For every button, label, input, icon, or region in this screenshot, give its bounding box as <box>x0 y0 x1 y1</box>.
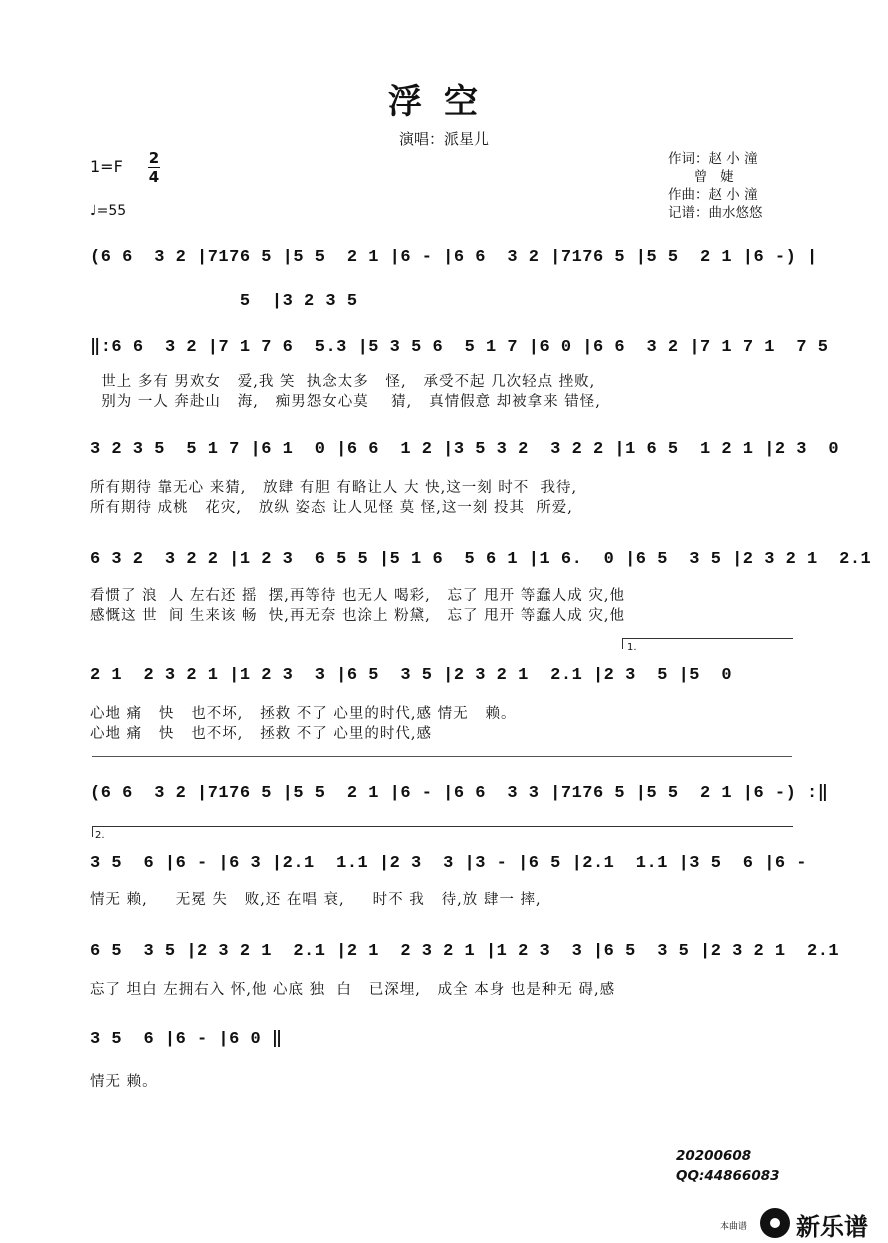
score-pickup: 5 |3 2 3 5 <box>90 292 358 311</box>
score-line-7: 3 5 6 |6 - |6 0 ‖ <box>90 1030 283 1049</box>
time-signature-top: 2 <box>148 149 160 167</box>
lyric-line-2-verse-2: 所有期待 成桃 花灾, 放纵 姿态 让人见怪 莫 怪,这一刻 投其 所爱, <box>90 500 573 516</box>
lyric-line-6: 忘了 坦白 左拥右入 怀,他 心底 独 白 已深埋, 成全 本身 也是种无 碍,感 <box>90 982 616 998</box>
lyric-line-1-verse-1: 世上 多有 男欢女 爱,我 笑 执念太多 怪, 承受不起 几次轻点 挫败, <box>90 374 596 390</box>
score-line-1: ‖:6 6 3 2 |7 1 7 6 5.3 |5 3 5 6 5 1 7 |6 0 |6 6 3 2 |7 1 7 1 7 5 <box>90 338 829 357</box>
footer-date: 20200608 <box>676 1148 752 1164</box>
song-title: 浮空 <box>388 82 500 122</box>
footer-qq: QQ:44866083 <box>676 1168 780 1184</box>
lyric-line-7: 情无 赖。 <box>90 1074 158 1090</box>
key-signature: 1=F <box>90 157 123 176</box>
lyric-line-1-verse-2: 别为 一人 奔赴山 海, 痴男怨女心莫 猜, 真情假意 却被拿来 错怪, <box>90 394 601 410</box>
credit-line: 曾 婕 <box>668 169 734 185</box>
credit-line: 作曲：赵 小 潼 <box>668 187 758 203</box>
lyric-line-5: 情无 赖, 无冕 失 败,还 在唱 衰, 时不 我 待,放 肆一 摔, <box>90 892 542 908</box>
score-interlude: (6 6 3 2 |7176 5 |5 5 2 1 |6 - |6 6 3 3 |7176 5 |5 5 2 1 |6 -) :‖ <box>90 784 829 803</box>
vinyl-record-icon <box>760 1208 790 1238</box>
volta-2-bracket <box>92 826 793 837</box>
lyric-line-3-verse-2: 感慨这 世 间 生来该 畅 快,再无奈 也涂上 粉黛, 忘了 甩开 等蠢人成 灾,他 <box>90 608 625 624</box>
score-intro: (6 6 3 2 |7176 5 |5 5 2 1 |6 - |6 6 3 2 |7176 5 |5 5 2 1 |6 -) | <box>90 248 818 267</box>
score-line-3: 6 3 2 3 2 2 |1 2 3 6 5 5 |5 1 6 5 6 1 |1 6. 0 |6 5 3 5 |2 3 2 1 2.1 <box>90 550 872 569</box>
credit-line: 记谱：曲水悠悠 <box>668 205 763 221</box>
lyric-line-4-verse-1: 心地 痛 快 也不坏, 拯救 不了 心里的时代,感 情无 赖。 <box>90 706 517 722</box>
score-line-5: 3 5 6 |6 - |6 3 |2.1 1.1 |2 3 3 |3 - |6 5 |2.1 1.1 |3 5 6 |6 - <box>90 854 808 873</box>
score-line-2: 3 2 3 5 5 1 7 |6 1 0 |6 6 1 2 |3 5 3 2 3 2 2 |1 6 5 1 2 1 |2 3 0 <box>90 440 840 459</box>
section-divider <box>92 756 792 757</box>
score-line-6: 6 5 3 5 |2 3 2 1 2.1 |2 1 2 3 2 1 |1 2 3 3 |6 5 3 5 |2 3 2 1 2.1 <box>90 942 840 961</box>
lyric-line-4-verse-2: 心地 痛 快 也不坏, 拯救 不了 心里的时代,感 <box>90 726 433 742</box>
volta-1-label: 1. <box>627 642 637 653</box>
score-line-4: 2 1 2 3 2 1 |1 2 3 3 |6 5 3 5 |2 3 2 1 2.1 |2 3 5 |5 0 <box>90 666 733 685</box>
singer-credit: 演唱：派星儿 <box>398 130 489 148</box>
volta-1-bracket <box>622 638 793 649</box>
brand-caption: 本曲谱 <box>720 1222 748 1232</box>
credits-block <box>668 150 763 222</box>
credit-line: 作词：赵 小 潼 <box>668 151 758 167</box>
brand-logo-text: 新乐谱 <box>796 1213 868 1241</box>
lyric-line-2-verse-1: 所有期待 靠无心 来猜, 放肆 有胆 有略让人 大 快,这一刻 时不 我待, <box>90 480 578 496</box>
volta-2-label: 2. <box>95 830 105 841</box>
lyric-line-3-verse-1: 看惯了 浪 人 左右还 摇 摆,再等待 也无人 喝彩, 忘了 甩开 等蠢人成 灾,他 <box>90 588 625 604</box>
tempo-marking: ♩=55 <box>90 203 127 219</box>
time-signature-bottom: 4 <box>148 168 160 186</box>
time-signature <box>148 150 160 185</box>
